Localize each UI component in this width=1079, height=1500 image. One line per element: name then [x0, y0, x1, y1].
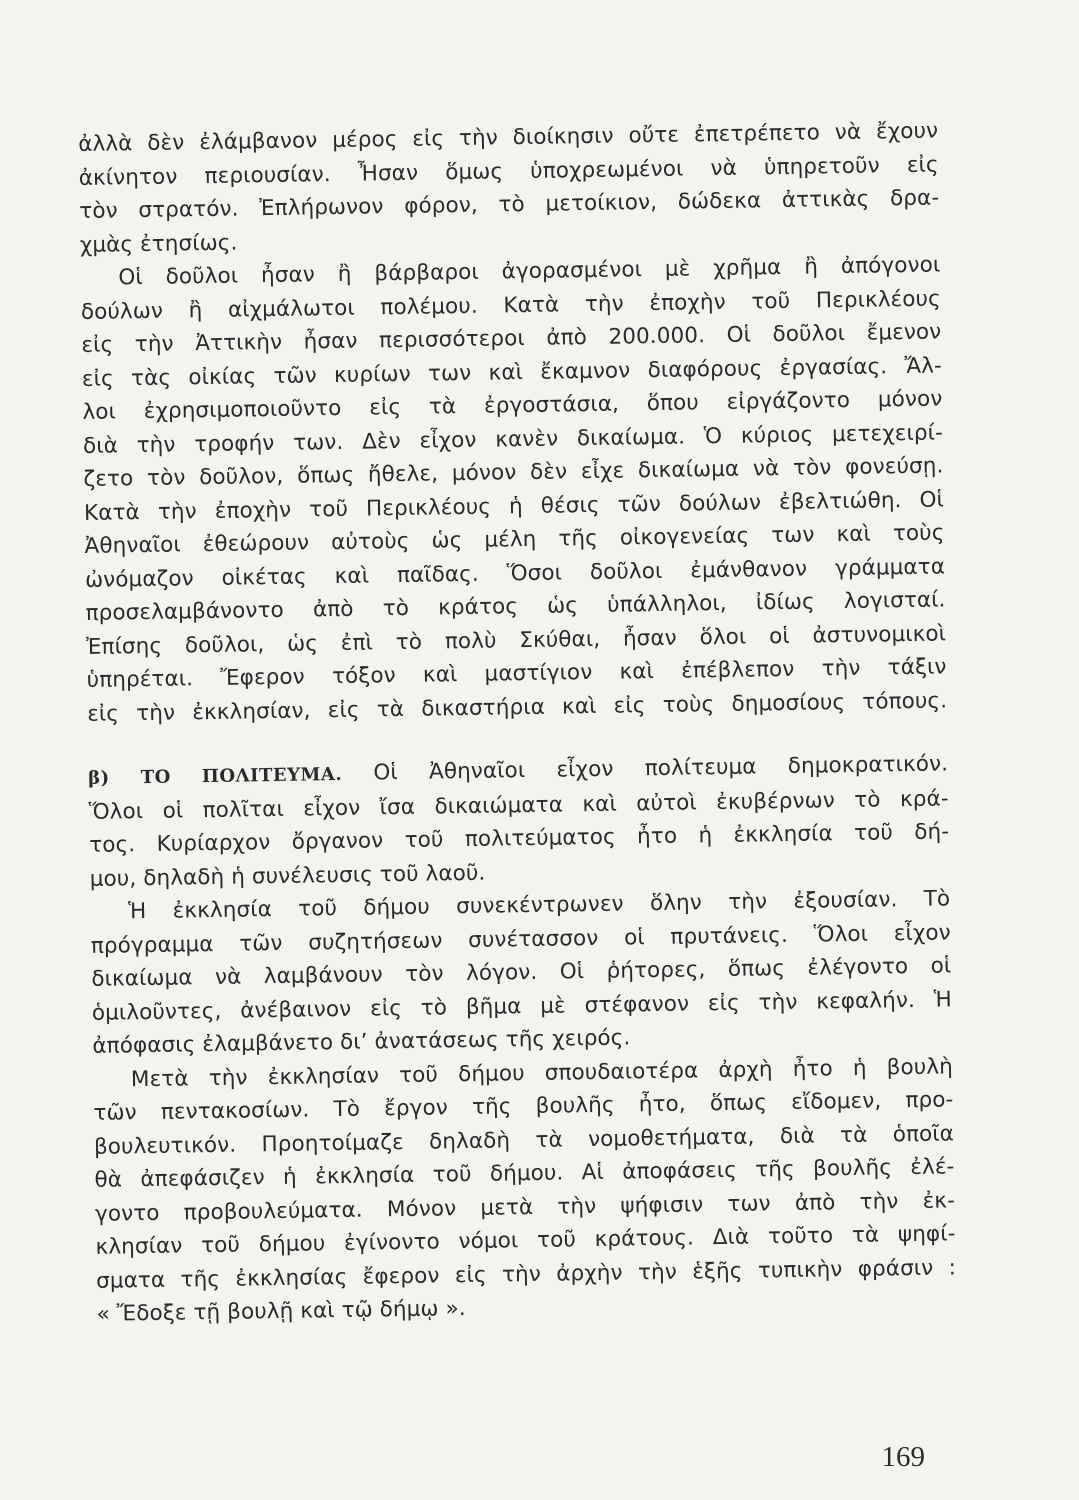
section-heading: β) ΤΟ ΠΟΛΙΤΕΥΜΑ.: [88, 763, 343, 789]
text-line: ὁμιλοῦντες, ἀνέβαινον εἰς τὸ βῆμα μὲ στέφανον εἰς τὴν κεφαλήν. Ἡ: [91, 986, 952, 1026]
text-line: θὰ ἀπεφάσιζεν ἡ ἐκκλησία τοῦ δήμου. Αἱ ἀποφάσεις τῆς βουλῆς ἐλέ-: [94, 1154, 955, 1193]
text-line: « Ἔδοξε τῇ βουλῇ καὶ τῷ δήμῳ ».: [96, 1296, 466, 1327]
page-text: [78, 114, 957, 1331]
text-line: Ἐπίσης δοῦλοι, ὡς ἐπὶ τὸ πολὺ Σκύθαι, ἦσαν ὅλοι οἱ ἀστυνομικοὶ: [85, 620, 947, 660]
text-line: δικαίωμα νὰ λαμβάνουν τὸν λόγον. Οἱ ῥήτορες, ὅπως ἐλέγοντο οἱ: [91, 953, 952, 992]
text-line: λοι ἐχρησιμοποιοῦντο εἰς τὰ ἐργοστάσια, ὅπου εἰργάζοντο μόνον: [82, 386, 943, 425]
text-line: εἰς τὴν Ἀττικὴν ἦσαν περισσότεροι ἀπὸ 200.000. Οἱ δοῦλοι ἔμενον: [81, 319, 942, 358]
text-line: ἀπόφασις ἐλαμβάνετο δι’ ἀνατάσεως τῆς χειρός.: [92, 1025, 631, 1059]
text-line: πρόγραμμα τῶν συζητήσεων συνέτασσον οἱ πρυτάνεις. Ὅλοι εἶχον: [90, 919, 951, 959]
text-line: δούλων ἢ αἰχμάλωτοι πολέμου. Κατὰ τὴν ἐποχὴν τοῦ Περικλέους: [80, 285, 941, 325]
text-line: ὠνόμαζον οἰκέτας καὶ παῖδας. Ὅσοι δοῦλοι ἐμάνθανον γράμματα: [84, 553, 946, 593]
text-line: μου, δηλαδὴ ἡ συνέλευσις τοῦ λαοῦ.: [89, 860, 486, 892]
text-line: διὰ τὴν τροφήν των. Δὲν εἶχον κανὲν δικαίωμα. Ὁ κύριος μετεχειρί-: [82, 419, 944, 459]
text-line: ὑπηρέται. Ἔφερον τόξον καὶ μαστίγιον καὶ ἐπέβλεπον τὴν τάξιν: [86, 654, 947, 693]
text-line: σματα τῆς ἐκκλησίας ἔφερον εἰς τὴν ἀρχὴν τὴν ἑξῆς τυπικὴν φράσιν :: [95, 1254, 957, 1294]
text-line: Ἡ ἐκκλησία τοῦ δήμου συνεκέντρωνεν ὅλην τὴν ἐξουσίαν. Τὸ: [128, 886, 951, 925]
text-line: τὸν στρατόν. Ἐπλήρωνον φόρον, τὸ μετοίκιον, δώδεκα ἀττικὰς δρα-: [79, 185, 940, 224]
text-line: Κατὰ τὴν ἐποχὴν τοῦ Περικλέους ἡ θέσις τῶν δούλων ἐβελτιώθη. Οἱ: [83, 486, 945, 526]
text-line: Οἱ δοῦλοι ἦσαν ἢ βάρβαροι ἀγορασμένοι μὲ χρῆμα ἢ ἀπόγονοι: [118, 252, 941, 291]
text-line: τῶν πεντακοσίων. Τὸ ἔργον τῆς βουλῆς ἦτο, ὅπως εἴδομεν, προ-: [93, 1087, 954, 1126]
text-line: εἰς τὴν ἐκκλησίαν, εἰς τὰ δικαστήρια καὶ εἰς τοὺς δημοσίους τόπους.: [87, 687, 948, 727]
text-line: ἀλλὰ δὲν ἐλάμβανον μέρος εἰς τὴν διοίκησιν οὔτε ἐπετρέπετο νὰ ἔχουν: [78, 118, 939, 157]
text-line: ζετο τὸν δοῦλον, ὅπως ἤθελε, μόνον δὲν εἶχε δικαίωμα νὰ τὸν φονεύσῃ.: [83, 453, 944, 492]
section-first-line: Οἱ Ἀθηναῖοι εἶχον πολίτευμα δημοκρατικόν.: [373, 751, 949, 786]
text-line: χμὰς ἐτησίως.: [79, 230, 238, 258]
text-line: Ἀθηναῖοι ἐθεώρουν αὐτοὺς ὡς μέλη τῆς οἰκογενείας των καὶ τοὺς: [84, 520, 945, 559]
text-line: εἰς τὰς οἰκίας τῶν κυρίων των καὶ ἔκαμνον διαφόρους ἐργασίας. Ἄλ-: [81, 352, 943, 392]
text-line: βουλευτικόν. Προητοίμαζε δηλαδὴ τὰ νομοθετήματα, διὰ τὰ ὁποῖα: [93, 1120, 955, 1160]
text-line: προσελαμβάνοντο ἀπὸ τὸ κράτος ὡς ὑπάλληλοι, ἰδίως λογισταί.: [85, 587, 946, 626]
text-line: Μετὰ τὴν ἐκκλησίαν τοῦ δήμου σπουδαιοτέρα ἀρχὴ ἦτο ἡ βουλὴ: [130, 1053, 954, 1092]
text-line: Ὅλοι οἱ πολῖται εἶχον ἴσα δικαιώματα καὶ αὐτοὶ ἐκυβέρνων τὸ κρά-: [88, 785, 949, 825]
text-line: τος. Κυρίαρχον ὄργανον τοῦ πολιτεύματος ἦτο ἡ ἐκκλησία τοῦ δή-: [89, 819, 950, 858]
text-line: κλησίαν τοῦ δήμου ἐγίνοντο νόμοι τοῦ κράτους. Διὰ τοῦτο τὰ ψηφί-: [95, 1221, 956, 1260]
text-line: γοντο προβουλεύματα. Μόνον μετὰ τὴν ψήφισιν των ἀπὸ τὴν ἐκ-: [94, 1187, 956, 1227]
page-number: 169: [881, 1441, 925, 1473]
text-line: ἀκίνητον περιουσίαν. Ἦσαν ὅμως ὑποχρεωμένοι νὰ ὑπηρετοῦν εἰς: [78, 151, 939, 191]
